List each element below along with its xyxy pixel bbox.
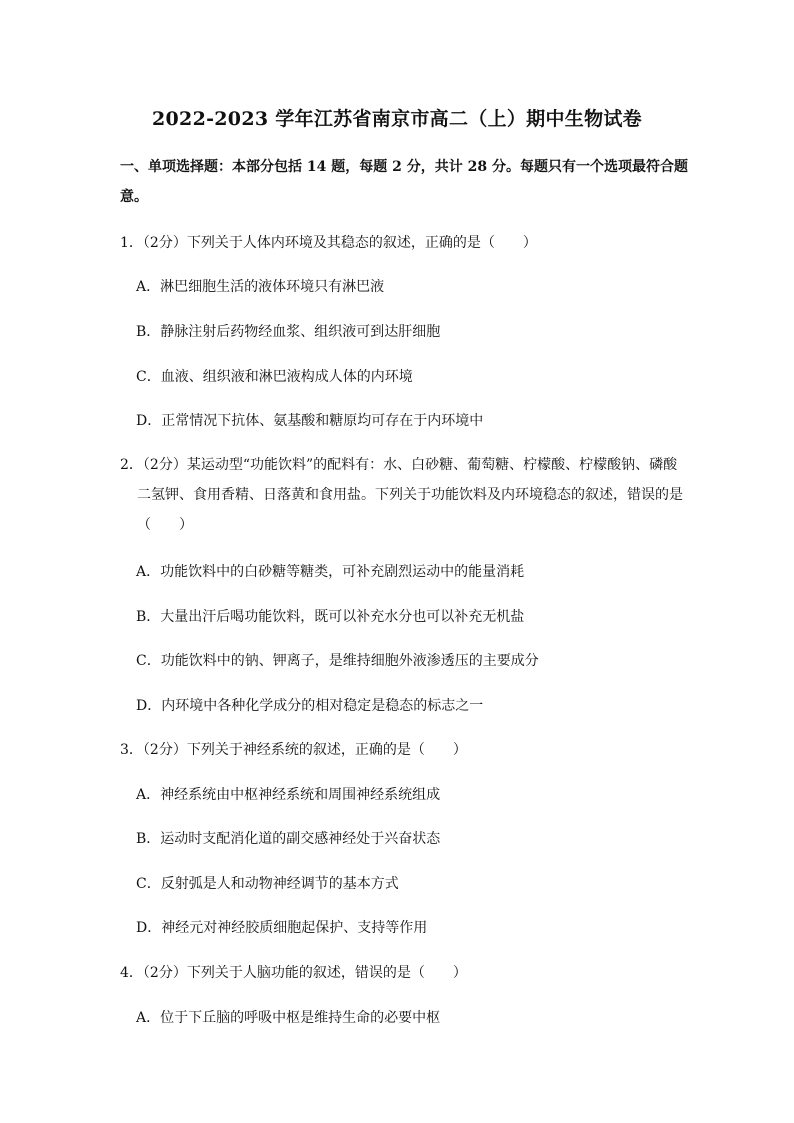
question-text: （2分）下列关于人脑功能的叙述，错误的是（ ） (142, 965, 467, 981)
question-number: 1． (120, 235, 143, 251)
question-1-option-b (136, 317, 676, 347)
question-text: （2分）下列关于人体内环境及其稳态的叙述，正确的是（ ） (142, 235, 537, 251)
question-3-option-d (136, 913, 676, 943)
option-text: 功能饮料中的钠、钾离子，是维持细胞外液渗透压的主要成分 (160, 653, 539, 669)
option-text: 大量出汗后喝功能饮料，既可以补充水分也可以补充无机盐 (160, 609, 525, 625)
question-number: 3． (120, 742, 143, 758)
question-1-option-a (136, 272, 676, 302)
option-letter: A． (136, 1010, 161, 1026)
option-text: 神经元对神经胶质细胞起保护、支持等作用 (161, 920, 428, 936)
question-3-option-c (136, 869, 676, 899)
question-2-option-c (136, 646, 676, 676)
question-1-option-d (136, 406, 676, 436)
option-letter: C． (136, 876, 161, 892)
option-text: 反射弧是人和动物神经调节的基本方式 (160, 876, 399, 892)
question-2-option-b (136, 602, 676, 632)
question-text: （2分）下列关于神经系统的叙述，正确的是（ ） (142, 742, 467, 758)
question-3-stem (120, 735, 690, 765)
option-letter: D． (136, 413, 162, 429)
option-text: 正常情况下抗体、氨基酸和糖原均可存在于内环境中 (161, 413, 484, 429)
question-1-stem (120, 228, 690, 258)
option-text: 功能饮料中的白砂糖等糖类，可补充剧烈运动中的能量消耗 (160, 564, 525, 580)
question-3-option-b (136, 824, 676, 854)
exam-title: 2022-2023 学年江苏省南京市高二（上）期中生物试卷 (152, 108, 642, 130)
question-text: （2分）某运动型“功能饮料”的配料有：水、白砂糖、葡萄糖、柠檬酸、柠檬酸钠、磷酸二氢钾、食用香精、日落黄和食用盐。下列关于功能饮料及内环境稳态的叙述，错误的是（ ） (137, 457, 683, 533)
option-letter: B． (136, 324, 161, 340)
option-text: 淋巴细胞生活的液体环境只有淋巴液 (160, 279, 385, 295)
option-letter: B． (136, 609, 161, 625)
question-2-option-d (136, 691, 676, 721)
option-text: 内环境中各种化学成分的相对稳定是稳态的标志之一 (161, 698, 484, 714)
question-3-option-a (136, 780, 676, 810)
option-text: 位于下丘脑的呼吸中枢是维持生命的必要中枢 (160, 1010, 441, 1026)
question-4-stem (120, 958, 690, 988)
option-text: 运动时支配消化道的副交感神经处于兴奋状态 (160, 831, 441, 847)
option-letter: A． (136, 564, 161, 580)
question-1-option-c (136, 362, 676, 392)
option-text: 静脉注射后药物经血浆、组织液可到达肝细胞 (160, 324, 441, 340)
question-2-stem (120, 450, 690, 540)
question-number: 4． (120, 965, 143, 981)
option-letter: D． (136, 698, 162, 714)
option-text: 神经系统由中枢神经系统和周围神经系统组成 (160, 787, 441, 803)
option-letter: A． (136, 279, 161, 295)
option-letter: B． (136, 831, 161, 847)
option-letter: A． (136, 787, 161, 803)
section-heading: 一、单项选择题：本部分包括 14 题，每题 2 分，共计 28 分。每题只有一个选项最符合题意。 (120, 159, 688, 205)
question-4-option-a (136, 1003, 676, 1033)
question-number: 2． (120, 457, 143, 473)
option-letter: C． (136, 653, 161, 669)
option-letter: D． (136, 920, 162, 936)
option-letter: C． (136, 369, 161, 385)
option-text: 血液、组织液和淋巴液构成人体的内环境 (160, 369, 413, 385)
question-2-option-a (136, 557, 676, 587)
